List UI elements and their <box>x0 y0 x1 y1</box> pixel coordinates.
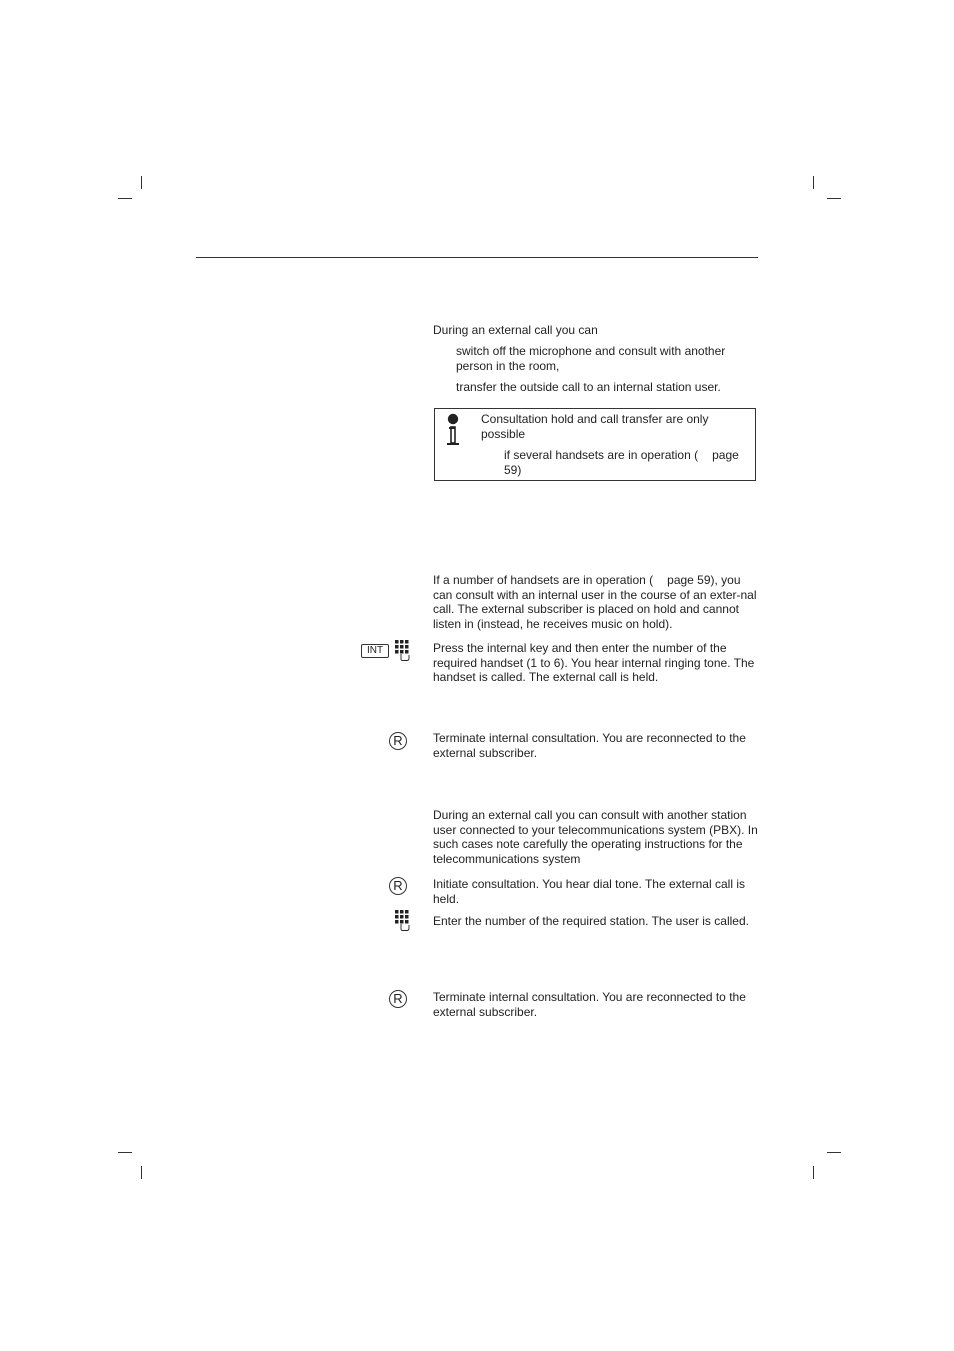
pbx-consultation-paragraph: During an external call you can consult with another station user connected to your telecommunications system (PBX). In such cases note carefully the operating instructions for the telecommunications system <box>433 808 758 866</box>
note-item-page: page 59) <box>504 448 739 477</box>
intro-lead: During an external call you can <box>433 323 598 337</box>
internal-consultation-paragraph <box>433 573 758 631</box>
pbx-step-2: Enter the number of the required station. The user is called. <box>433 914 749 928</box>
crop-mark-bottom-left-vertical <box>141 1166 142 1179</box>
info-icon <box>445 413 461 447</box>
crop-mark-bottom-right-vertical <box>813 1166 814 1179</box>
crop-mark-top-right-horizontal <box>827 198 841 199</box>
crop-mark-top-left-vertical <box>141 176 142 189</box>
crop-mark-top-left-horizontal <box>118 198 132 199</box>
note-box <box>434 408 756 481</box>
pbx-step-3: Terminate internal consultation. You are reconnected to the external subscriber. <box>433 990 746 1019</box>
r-key-pbx-terminate: R <box>389 990 407 1008</box>
crop-mark-bottom-left-horizontal <box>118 1152 132 1153</box>
intro-bullet-2: transfer the outside call to an internal station user. <box>456 380 721 394</box>
note-line-1: Consultation hold and call transfer are only possible <box>481 412 709 441</box>
internal-step-1: Press the internal key and then enter the number of the required handset (1 to 6). You hear internal ringing tone. The handset is called. The external call is held. <box>433 641 755 685</box>
crop-mark-bottom-right-horizontal <box>827 1152 841 1153</box>
internal-para-part-1: If a number of handsets are in operation ( <box>433 573 654 587</box>
int-key: INT <box>361 644 389 658</box>
r-key-pbx-initiate: R <box>389 877 407 895</box>
header-rule <box>196 257 758 258</box>
crop-mark-top-right-vertical <box>813 176 814 189</box>
note-item-text: if several handsets are in operation ( <box>504 448 699 462</box>
internal-step-2: Terminate internal consultation. You are reconnected to the external subscriber. <box>433 731 746 760</box>
keypad-icon <box>394 909 410 931</box>
pbx-step-1: Initiate consultation. You hear dial tone. The external call is held. <box>433 877 745 906</box>
r-key-internal-terminate: R <box>389 732 407 750</box>
keypad-icon <box>394 639 410 661</box>
internal-para-part-2: page 59), you can consult with an internal user in the course of an exter-nal call. The external subscriber is placed on hold and cannot listen in (instead, he receives music on hold). <box>433 573 757 631</box>
note-item <box>504 448 750 477</box>
intro-bullet-1: switch off the microphone and consult with another person in the room, <box>456 344 726 373</box>
